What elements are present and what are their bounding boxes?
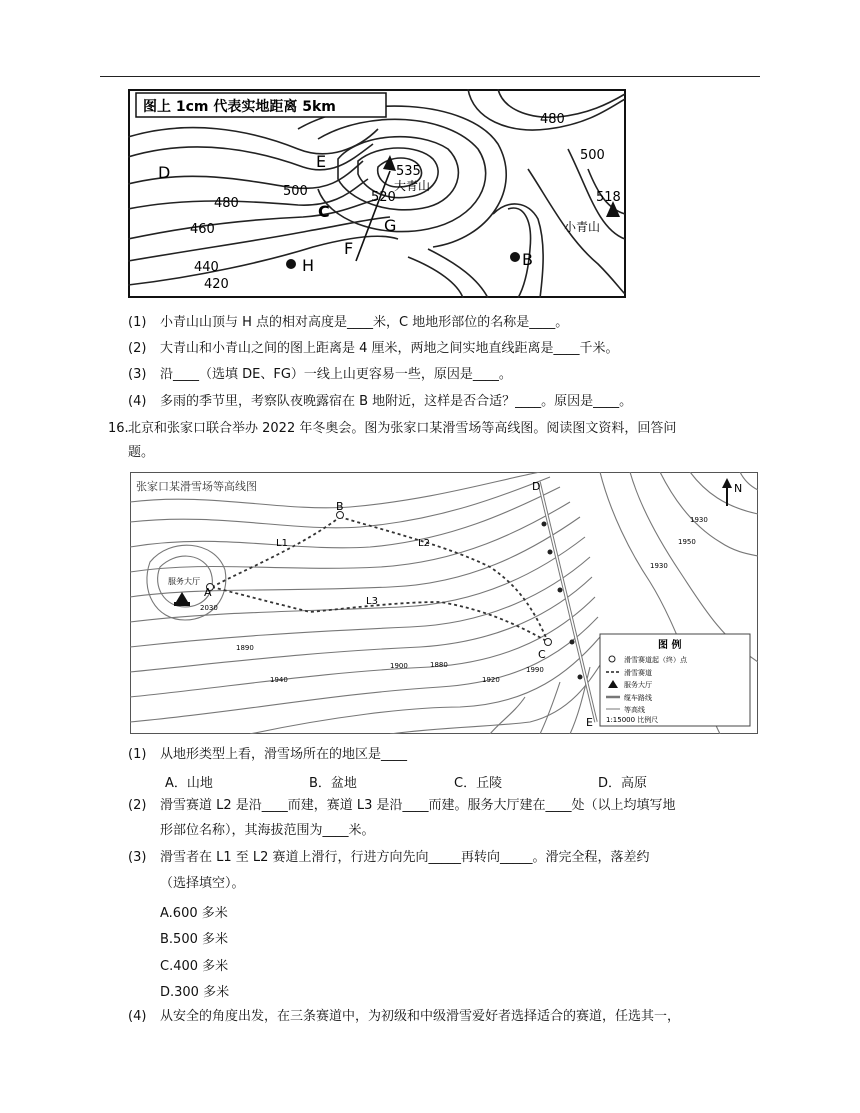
map2-title: 张家口某滑雪场等高线图 (136, 480, 257, 493)
map2-contour-1930b: 1930 (690, 516, 708, 524)
q16-3-choice-d: D.300 多米 (160, 985, 230, 1000)
map2-legend-item-4: 缆车路线 (624, 694, 652, 702)
map2-legend-item-3: 服务大厅 (624, 681, 652, 689)
map1-label-b: B (522, 250, 533, 269)
map1-scale-note: 图上 1cm 代表实地距离 5km (143, 99, 336, 115)
map1-contour-420: 420 (204, 277, 229, 292)
q16-1-choice-d: D．高原 (598, 776, 648, 791)
map2-label-l1: L1 (276, 538, 288, 549)
map1-contour-535: 535 (396, 164, 421, 179)
contour-map-1 (128, 89, 626, 298)
map1-contour-480: 480 (214, 196, 239, 211)
q16-1-choice-a: A．山地 (165, 776, 213, 791)
map2-legend-item-1: 滑雪赛道起（终）点 (624, 656, 687, 664)
map2-contour-1900: 1900 (390, 662, 408, 670)
map1-contour-460: 460 (190, 222, 215, 237)
top-rule (100, 76, 760, 77)
map2-contour-1940: 1940 (270, 676, 288, 684)
contour-map-2 (130, 472, 758, 734)
q16-item-2-line2: 形部位名称），其海拔范围为____米。 (160, 823, 375, 838)
map2-north: N (734, 482, 743, 495)
q16-stem-line2: 题。 (128, 445, 155, 460)
map2-service-hall: 服务大厅 (168, 577, 200, 586)
map2-label-d: D (532, 480, 541, 493)
q16-3-choice-c: C.400 多米 (160, 959, 229, 974)
map2-label-e: E (586, 716, 593, 729)
map2-contour-1890: 1890 (236, 644, 254, 652)
map2-contour-1880: 1880 (430, 661, 448, 669)
map2-contour-1950: 1950 (678, 538, 696, 546)
q16-stem: 16. 北京和张家口联合举办 2022 年冬奥会。图为张家口某滑雪场等高线图。阅读图文资料，回答问 (108, 421, 677, 436)
map1-contour-480-right: 480 (540, 112, 565, 127)
map1-label-d: D (158, 163, 171, 182)
map1-label-g: G (384, 216, 397, 235)
map1-contour-520: 520 (371, 190, 396, 205)
q16-3-choice-b: B.500 多米 (160, 932, 228, 947)
map2-legend-item-6: 1:15000 比例尺 (606, 716, 659, 724)
q16-1-choice-c: C．丘陵 (454, 776, 503, 791)
map2-label-b: B (336, 500, 344, 513)
map1-label-f: F (344, 239, 354, 258)
map1-label-h: H (302, 256, 315, 275)
map2-label-l2: L2 (418, 538, 430, 549)
map1-contour-500: 500 (283, 184, 308, 199)
map2-contour-2030: 2030 (200, 604, 218, 612)
map2-label-a: A (204, 586, 212, 599)
q16-3-choice-a: A.600 多米 (160, 906, 228, 921)
map2-legend-title: 图 例 (658, 640, 682, 651)
q16-item-3-line2: （选择填空）。 (160, 876, 245, 891)
map2-contour-1930: 1930 (650, 562, 668, 570)
q16-1-choice-b: B．盆地 (309, 776, 357, 791)
map2-label-l3: L3 (366, 596, 378, 607)
map1-label-e: E (316, 152, 327, 171)
map1-contour-440: 440 (194, 260, 219, 275)
map2-contour-1920: 1920 (482, 676, 500, 684)
map2-legend-item-2: 滑雪赛道 (624, 669, 652, 677)
map2-contour-1990: 1990 (526, 666, 544, 674)
map1-label-c: C (318, 202, 330, 221)
map1-contour-500-right: 500 (580, 148, 605, 163)
map2-legend-item-5: 等高线 (624, 706, 645, 714)
map2-label-c: C (538, 648, 546, 661)
map1-contour-518: 518 (596, 190, 621, 205)
map1-small-mountain: 小青山 (564, 220, 601, 234)
map1-big-mountain: 大青山 (394, 179, 431, 193)
